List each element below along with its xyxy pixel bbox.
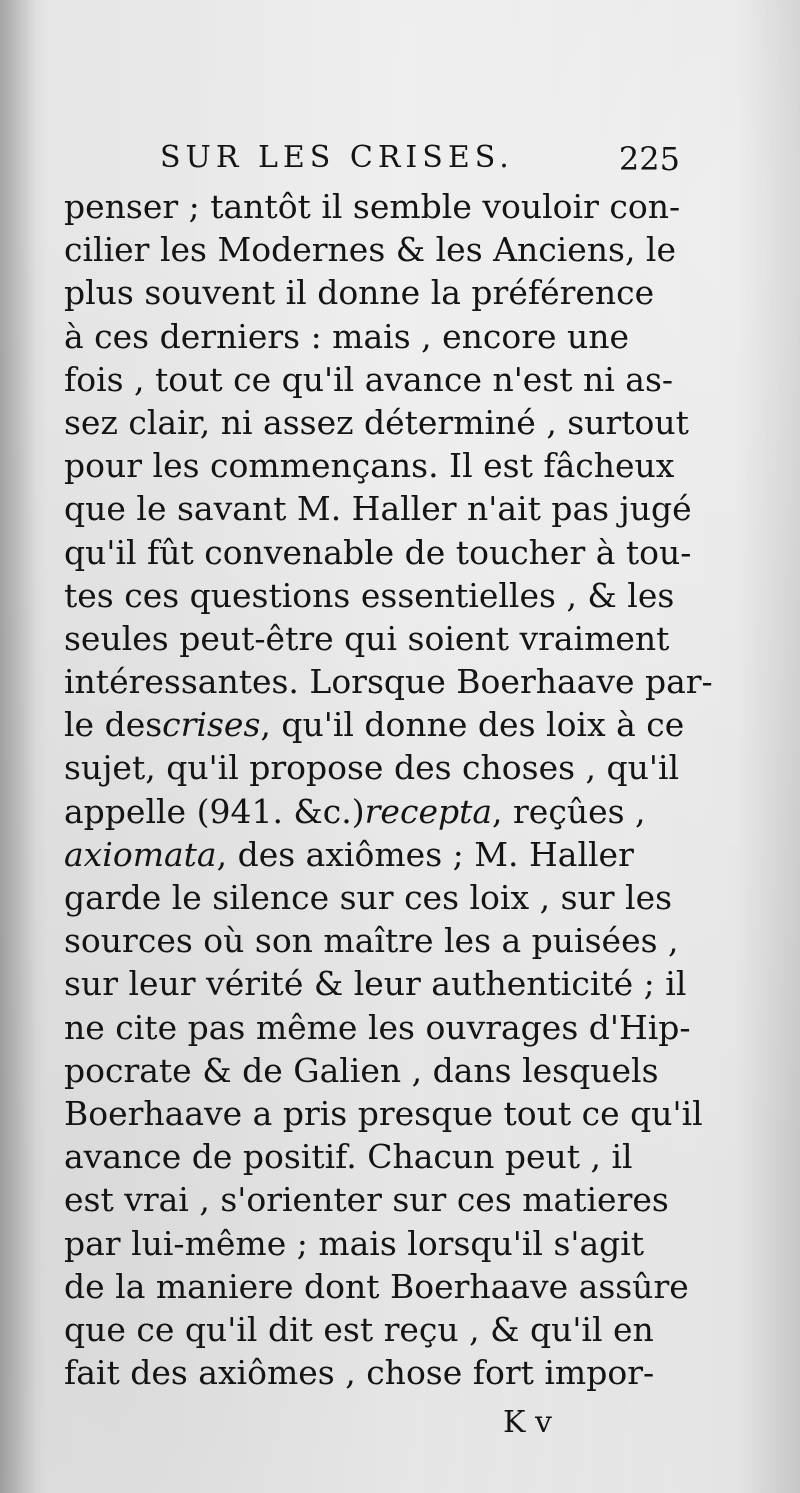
line-text: Boerhaave a pris presque tout ce qu'il (64, 1093, 703, 1133)
line-text: pocrate & de Galien , dans lesquels (64, 1050, 659, 1090)
text-line (64, 1135, 684, 1178)
line-text: garde le silence sur ces loix , sur les (64, 878, 673, 917)
text-line (64, 1265, 689, 1308)
page-header (160, 140, 680, 190)
line-text: pour les commençans. Il est fâcheux (64, 446, 675, 486)
line-text: est vrai , s'orienter sur ces matieres (64, 1180, 669, 1220)
text-line (64, 876, 684, 919)
text-line (64, 962, 687, 1005)
line-text: sujet, qu'il propose des choses , qu'il (64, 748, 680, 788)
line-text: seules peut-être qui soient vraiment (64, 618, 670, 658)
text-line (64, 919, 684, 962)
line-text: sur leur vérité & leur authenticité ; il (64, 964, 687, 1004)
italic-term: recepta (364, 791, 493, 831)
line-text: ne cite pas même les ouvrages d'Hip- (64, 1007, 691, 1047)
text-line (64, 1178, 684, 1221)
line-text: que le savant M. Haller n'ait pas jugé (64, 489, 692, 529)
italic-term: crises (162, 705, 261, 745)
line-text: tes ces questions essentielles , & les (64, 575, 675, 615)
text-line (64, 444, 684, 487)
text-line (64, 228, 684, 271)
text-line (64, 1049, 684, 1092)
line-text: , des axiômes ; M. Haller (216, 834, 634, 874)
text-line (64, 574, 684, 617)
line-text: fois , tout ce qu'il avance n'est ni as- (64, 359, 674, 399)
text-line (64, 271, 684, 314)
line-text: qu'il fût convenable de toucher à tou- (64, 532, 692, 572)
text-line (64, 703, 684, 746)
text-line (64, 1092, 703, 1135)
text-line (64, 1006, 691, 1049)
text-line (64, 746, 684, 789)
line-text-wrap (64, 833, 634, 876)
line-text: , reçûes , (492, 791, 646, 831)
line-text: que ce qu'il dit est reçu , & qu'il en (64, 1309, 654, 1349)
body-text (64, 185, 713, 1394)
line-text-wrap (64, 703, 684, 746)
text-line (64, 660, 713, 703)
line-text: par lui-même ; mais lorsqu'il s'agit (64, 1223, 645, 1263)
text-line (64, 401, 689, 444)
line-text: intéressantes. Lorsque Boerhaave par- (64, 662, 713, 702)
text-line (64, 487, 692, 530)
text-line (64, 790, 684, 833)
text-line (64, 1351, 684, 1394)
gutter-shadow (0, 0, 36, 1493)
text-line (64, 833, 684, 876)
line-text: avance de positif. Chacun peut , il (64, 1137, 633, 1177)
line-text-wrap (64, 790, 646, 833)
line-text: à ces derniers : mais , encore une (64, 316, 630, 356)
line-text: sez clair, ni assez déterminé , surtout (64, 402, 689, 442)
running-title: SUR LES CRISES. (160, 140, 514, 175)
text-line (64, 315, 684, 358)
text-line (64, 185, 684, 228)
line-text: le des (64, 705, 163, 745)
line-text: cilier les Modernes & les Anciens, le (64, 230, 677, 270)
italic-term: axiomata (64, 834, 217, 874)
text-line (64, 617, 684, 660)
line-text: appelle (941. &c.) (64, 791, 365, 831)
line-text: sources où son maître les a puisées , (64, 921, 679, 961)
line-text: penser ; tantôt il semble vouloir con- (64, 187, 681, 226)
line-text: de la maniere dont Boerhaave assûre (64, 1266, 689, 1306)
text-line (64, 1308, 684, 1351)
text-line (64, 358, 684, 401)
line-text: plus souvent il donne la préférence (64, 273, 655, 313)
text-line (64, 1222, 684, 1265)
text-line (64, 531, 692, 574)
signature-mark: K v (503, 1405, 552, 1440)
page-number: 225 (618, 140, 680, 178)
line-text: fait des axiômes , chose fort impor- (64, 1353, 655, 1393)
line-text: , qu'il donne des loix à ce (260, 705, 685, 745)
